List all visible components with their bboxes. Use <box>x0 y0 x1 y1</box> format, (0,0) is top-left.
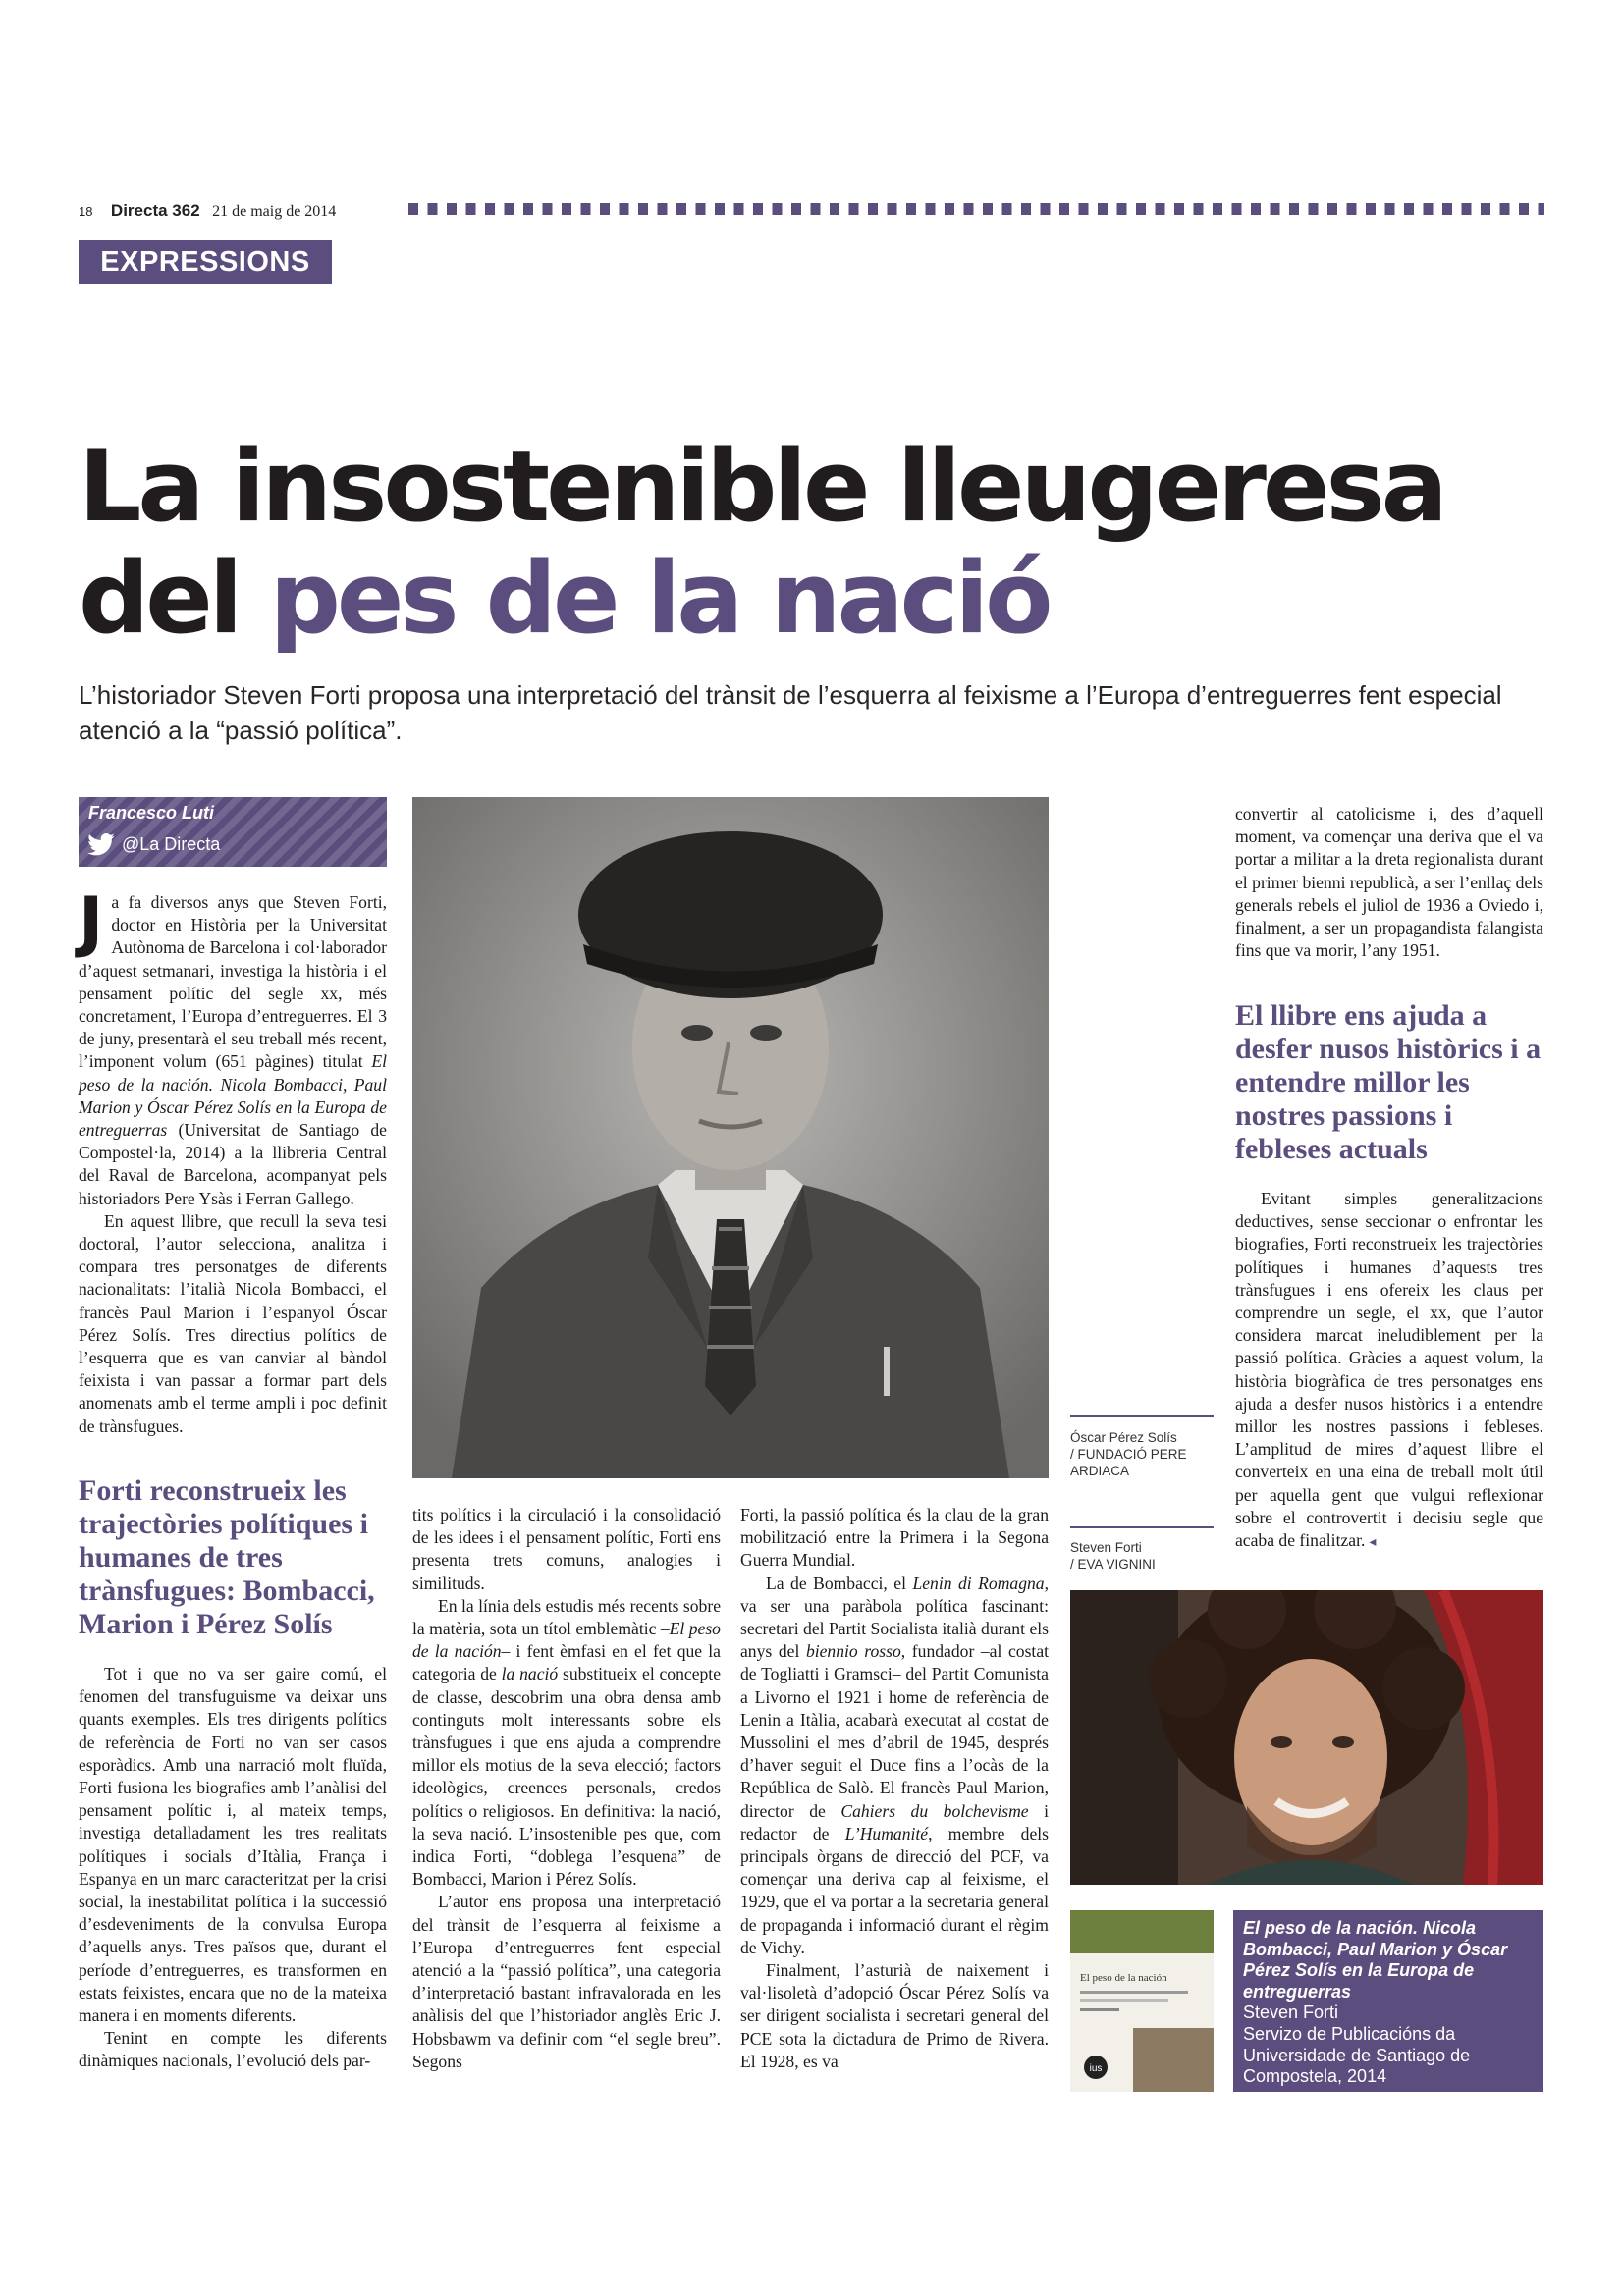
page-folio <box>79 201 336 221</box>
article-paragraph: La de Bombacci, el Lenin di Romagna, va ser una paràbola política fascinant: secretari del Partit Socialista italià durant els anys del biennio rosso, fundador –al costat de Togliatti i Gramsci– del Partit Comunista a Livorno el 1921 i home de referència de Lenin a Itàlia, acabarà executat al costat de Mussolini el mes d’abril de 1945, després d’haver seguit el Duce fins a l’ocàs de la República de Salò. El francès Paul Marion, director de Cahiers du bolchevisme i redactor de L’Humanité, membre dels principals òrgans de direcció del PCF, va començar una deriva cap al feixisme, el 1929, que el va portar a la secretaria general de propaganda i informació durant el règim de Vichy. <box>740 1573 1050 1957</box>
article-column-1a <box>79 883 387 1438</box>
article-column-3 <box>740 1504 1049 2073</box>
book-cover <box>1070 1910 1214 2092</box>
portrait-photo-perez-solis <box>412 797 1049 1478</box>
article-paragraph: Finalment, l’asturià de naixement i val·lisoletà d’adopció Óscar Pérez Solís va ser dirigent socialista i secretari general del PCE sota la dictadura de Primo de Rivera. El 1928, es va <box>740 1960 1049 2071</box>
byline-handle: @La Directa <box>122 834 221 854</box>
twitter-bird-icon <box>86 830 116 860</box>
article-column-1b <box>79 1663 387 2073</box>
caption-rule <box>1070 1415 1214 1417</box>
subheading: Forti reconstrueix les trajectòries polítiques i humanes de tres trànsfugues: Bombacci, Marion i Pérez Solís <box>79 1474 375 1640</box>
article-paragraph: L’autor ens proposa una interpretació del trànsit de l’esquerra al feixisme a l’Europa d’entreguerres fent especial atenció a la “passió política”, una categoria d’interpretació bastant infravalorada en les anàlisis del que l’historiador anglès Eric J. Hobsbawm va definir com “el segle breu”. Segons <box>412 1892 721 2071</box>
byline-author: Francesco Luti <box>88 803 215 823</box>
article-paragraph: Tot i que no va ser gaire comú, el fenomen del transfuguisme va deixar uns quants exemples. Els tres dirigents polítics de referència de Forti no van ser casos esporàdics. Amb una narració molt fluïda, Forti fusiona les biografies amb l’anàlisi del pensament polític i, al mateix temps, investiga detalladament les tres realitats polítiques i socials d’Itàlia, França i Espanya en un marc caracteritzat per la crisi social, la inestabilitat política i la successió d’esdeveniments de la convulsa Europa d’aquells anys. Tres països que, durant el període d’entreguerres, es transformen en estats feixistes, encara que no de la mateixa manera i en moments diferents. <box>79 1664 387 2026</box>
article-paragraph: En la línia dels estudis més recents sobre la matèria, sota un títol emblemàtic –El peso de la nación– i fent èmfasi en el fet que la categoria de la nació substitueix el concepte de classe, descobrim una obra densa amb continguts molt interessants sobre els trànsfugues i que ens ajuda a comprendre millor els motius de la seva elecció; factors ideològics, creences personals, credos polítics o religiosos. En definitiva: la nació, la seva nació. L’insostenible pes que, com indica Forti, “doblega l’esquena” de Bombacci, Marion i Pérez Solís. <box>412 1595 722 1890</box>
portrait-illustration <box>412 797 1049 1478</box>
forti-illustration <box>1070 1590 1543 1885</box>
standfirst: L’historiador Steven Forti proposa una interpretació del trànsit de l’esquerra al feixisme a l’Europa d’entreguerres fent especial atenció a la “passió política”. <box>79 680 1502 745</box>
book-info-box <box>1233 1910 1543 2092</box>
article-column-4b <box>1235 1188 1543 1554</box>
article-paragraph: Tenint en compte les diferents dinàmiques nacionals, l’evolució dels par- <box>79 2028 387 2071</box>
publication-name: Directa 362 <box>110 201 200 220</box>
article-column-2 <box>412 1504 721 2073</box>
drop-cap: J <box>79 883 104 961</box>
book-publisher: Servizo de Publicacións da Universidade de Santiago de Compostela, 2014 <box>1243 2023 1471 2087</box>
article-paragraph: convertir al catolicisme i, des d’aquell moment, va començar una deriva que el va portar a militar a la dreta regionalista durant el primer bienni republicà, a ser l’enllaç dels generals rebels el juliol de 1936 a Oviedo i, finalment, a ser un propagandista falangista fins que va morir, l’any 1951. <box>1235 804 1543 961</box>
photo-caption-perez-solis: Óscar Pérez Solís / FUNDACIÓ PERE ARDIACA <box>1070 1430 1187 1478</box>
issue-date: 21 de maig de 2014 <box>212 203 337 220</box>
section-tag: EXPRESSIONS <box>79 240 332 284</box>
headline-highlight: pes de la nació <box>269 540 1050 656</box>
photo-caption-forti: Steven Forti / EVA VIGNINI <box>1070 1540 1156 1572</box>
headline <box>79 430 1561 654</box>
book-cover-illustration <box>1070 1910 1214 2092</box>
article-paragraph: En aquest llibre, que recull la seva tesi doctoral, l’autor selecciona, analitza i compara tres personatges de diferents nacionalitats: l’italià Nicola Bombacci, el francès Paul Marion i l’espanyol Óscar Pérez Solís. Tres directius polítics de l’esquerra que es van canviar al bàndol feixista i van passar a formar part dels anomenats amb el terme ampli i poc definit de trànsfugues. <box>79 1210 387 1436</box>
article-paragraph: Ja fa diversos anys que Steven Forti, doctor en Història per la Universitat Autònoma de Barcelona i col·laborador d’aquest setmanari, investiga la història i el pensament polític del segle xx, més concretament, l’Europa d’entreguerres. El 3 de juny, presentarà el seu treball més recent, l’imponent volum (651 pàgines) titulat El peso de la nación. Nicola Bombacci, Paul Marion y Óscar Pérez Solís en la Europa de entreguerras (Universitat de Santiago de Compostel·la, 2014) a la llibreria Central del Raval de Barcelona, acompanyat pels historiadors Pere Ysàs i Ferran Gallego. <box>79 883 387 1208</box>
header-dotted-rule <box>408 203 1544 215</box>
caption-rule <box>1070 1526 1214 1528</box>
page-number: 18 <box>79 204 93 219</box>
portrait-photo-forti <box>1070 1590 1543 1885</box>
book-cover-title: El peso de la nación <box>1080 1972 1167 1984</box>
headline-part1: La insostenible lleugeresa del <box>79 428 1444 656</box>
article-column-4a <box>1235 803 1543 962</box>
book-title: El peso de la nación. Nicola Bombacci, Paul Marion y Óscar Pérez Solís en la Europa de entreguerras <box>1243 1918 1508 2002</box>
article-paragraph: Evitant simples generalitzacions deductives, sense seccionar o enfrontar les biografies, Forti reconstrueix les trajectòries polítiques i humanes d’aquests tres trànsfugues i ens ofereix les claus per comprendre un segle, el xx, que l’autor considera marcat ineludiblement per la passió política. Gràcies a aquest volum, la història biogràfica de tres personatges ens ajuda a desfer nusos històrics i a entendre millor les nostres passions i febleses. L’amplitud de mires d’aquest llibre el converteix en una eina de treball molt útil per aquella gent que vulgui reflexionar sobre el controvertit i decisiu segle que acaba de finalitzar. ◂ <box>1235 1189 1543 1551</box>
book-author: Steven Forti <box>1243 2002 1339 2023</box>
byline-box <box>79 797 387 867</box>
end-mark-icon: ◂ <box>1369 1535 1377 1551</box>
article-paragraph: Forti, la passió política és la clau de la gran mobilització entre la Primera i la Segona Guerra Mundial. <box>740 1505 1049 1571</box>
article-paragraph: tits polítics i la circulació i la consolidació de les idees i el pensament polític, Forti ens presenta trets comuns, analogies i similituds. <box>412 1505 721 1593</box>
publisher-logo-icon: ius <box>1089 2063 1103 2074</box>
pull-quote: El llibre ens ajuda a desfer nusos històrics i a entendre millor les nostres passions i febleses actuals <box>1235 999 1542 1165</box>
